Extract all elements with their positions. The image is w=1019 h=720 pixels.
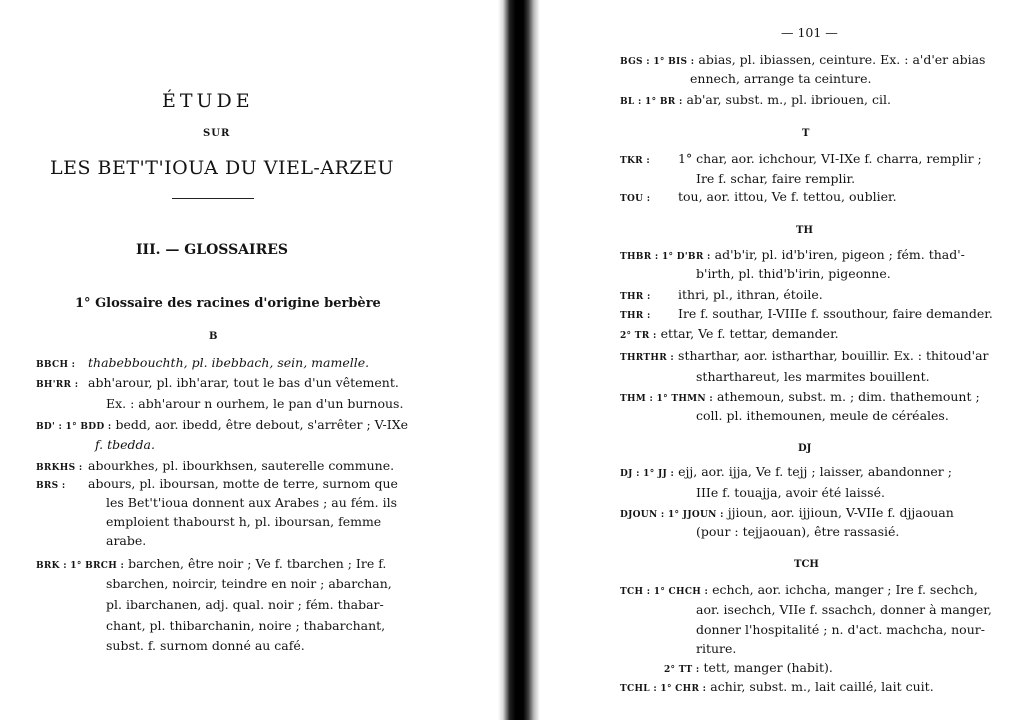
- entry-line: BD' : 1° BDD : bedd, aor. ibedd, être debout, s'arrêter ; V-IXe: [36, 417, 408, 432]
- page-number: — 101 —: [781, 25, 838, 40]
- entry-line: Ex. : abh'arour n ourhem, le pan d'un burnous.: [106, 396, 404, 411]
- entry-line: b'irth, pl. thid'b'irin, pigeonne.: [696, 266, 891, 281]
- entry-line: THR : ithri, pl., ithran, étoile.: [620, 287, 823, 302]
- entry-line: THM : 1° THMN : athemoun, subst. m. ; dim. thathemount ;: [620, 389, 980, 404]
- entry-line: riture.: [696, 641, 737, 656]
- entry-line: BRS : abours, pl. iboursan, motte de terre, surnom que: [36, 476, 398, 491]
- entry-line: ennech, arrange ta ceinture.: [690, 71, 872, 86]
- entry-line: BRK : 1° BRCH : barchen, être noir ; Ve f. tbarchen ; Ire f.: [36, 556, 387, 571]
- entry-line: THR : Ire f. southar, I-VIIIe f. ssouthour, faire demander.: [620, 306, 993, 321]
- entry-line: f. tbedda.: [95, 437, 155, 452]
- letter-heading: TH: [796, 225, 813, 236]
- right-page: [540, 0, 1019, 720]
- entry-line: emploient thabourst h, pl. iboursan, femme: [106, 514, 382, 529]
- entry-line: TOU : tou, aor. ittou, Ve f. tettou, oublier.: [620, 189, 897, 204]
- entry-line: (pour : tejjaouan), être rassasié.: [696, 524, 900, 539]
- entry-line: THRTHR : stharthar, aor. istharthar, bouillir. Ex. : thitoud'ar: [620, 348, 989, 363]
- left-page: [0, 0, 498, 720]
- entry-line: IIIe f. touajja, avoir été laissé.: [696, 485, 885, 500]
- entry-line: arabe.: [106, 533, 147, 548]
- entry-line: BGS : 1° BIS : abias, pl. ibiassen, ceinture. Ex. : a'd'er abias: [620, 52, 986, 67]
- entry-line: les Bet't'ioua donnent aux Arabes ; au fém. ils: [106, 495, 398, 510]
- entry-line: THBR : 1° D'BR : ad'b'ir, pl. id'b'iren, pigeon ; fém. thad'-: [620, 247, 965, 262]
- entry-line: stharthareut, les marmites bouillent.: [696, 369, 930, 384]
- letter-heading: DJ: [798, 443, 812, 454]
- entry-line: chant, pl. thibarchanin, noire ; thabarchant,: [106, 618, 386, 633]
- book-gutter: [498, 0, 540, 720]
- entry-line: BBCH : thabebbouchth, pl. ibebbach, sein, mamelle.: [36, 355, 370, 370]
- title-connector: SUR: [203, 128, 231, 139]
- letter-heading: TCH: [794, 559, 819, 570]
- entry-line: 2° TT : tett, manger (habit).: [664, 660, 833, 675]
- entry-line: pl. ibarchanen, adj. qual. noir ; fém. thabar-: [106, 597, 384, 612]
- entry-line: BH'RR : abh'arour, pl. ibh'arar, tout le bas d'un vêtement.: [36, 375, 399, 390]
- entry-line: TKR : 1° char, aor. ichchour, VI-IXe f. charra, remplir ;: [620, 151, 982, 166]
- section-heading: III. — GLOSSAIRES: [136, 242, 289, 258]
- letter-heading: B: [209, 331, 218, 342]
- entry-line: subst. f. surnom donné au café.: [106, 638, 305, 653]
- entry-line: TCH : 1° CHCH : echch, aor. ichcha, manger ; Ire f. sechch,: [620, 582, 978, 597]
- entry-line: DJOUN : 1° JJOUN : jjioun, aor. ijjioun, V-VIIe f. djjaouan: [620, 505, 954, 520]
- entry-line: TCHL : 1° CHR : achir, subst. m., lait caillé, lait cuit.: [620, 679, 934, 694]
- entry-line: DJ : 1° JJ : ejj, aor. ijja, Ve f. tejj ; laisser, abandonner ;: [620, 464, 952, 479]
- entry-line: Ire f. schar, faire remplir.: [696, 171, 856, 186]
- entry-line: sbarchen, noircir, teindre en noir ; abarchan,: [106, 576, 392, 591]
- entry-line: BRKHS : abourkhes, pl. ibourkhsen, sauterelle commune.: [36, 458, 395, 473]
- letter-heading: T: [802, 128, 810, 139]
- entry-line: donner l'hospitalité ; n. d'act. machcha, nour-: [696, 622, 985, 637]
- title-ornament: [172, 198, 254, 199]
- page-subtitle: LES BET'T'IOUA DU VIEL-ARZEU: [50, 157, 394, 179]
- subsection-heading: 1° Glossaire des racines d'origine berbère: [75, 296, 381, 311]
- entry-line: BL : 1° BR : ab'ar, subst. m., pl. ibriouen, cil.: [620, 92, 891, 107]
- entry-line: aor. isechch, VIIe f. ssachch, donner à manger,: [696, 602, 992, 617]
- entry-line: 2° TR : ettar, Ve f. tettar, demander.: [620, 326, 839, 341]
- entry-line: coll. pl. ithemounen, meule de céréales.: [696, 408, 949, 423]
- page-title: ÉTUDE: [162, 90, 254, 112]
